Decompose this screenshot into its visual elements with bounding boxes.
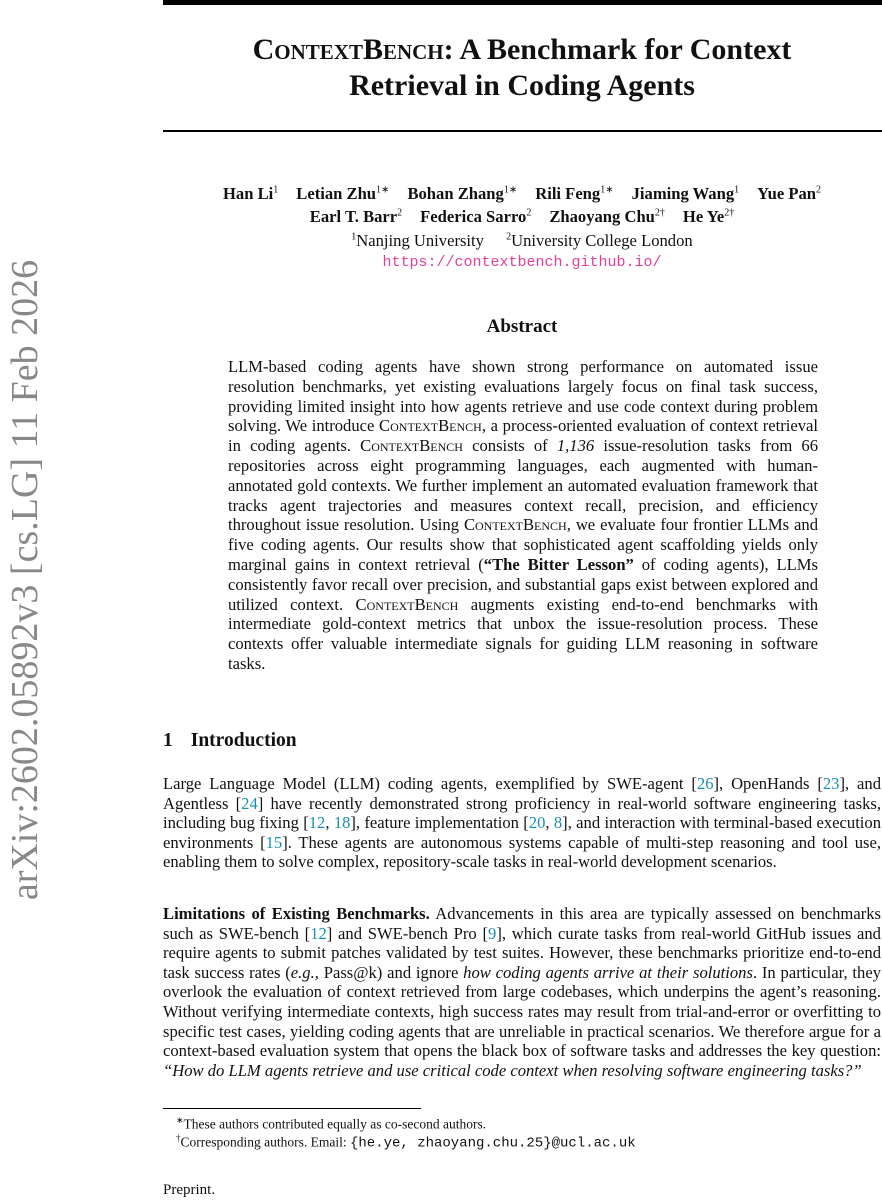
- author-name-text: Federica Sarro: [420, 207, 527, 227]
- author-sup: 1: [273, 184, 279, 195]
- text-span: ], OpenHands [: [713, 774, 823, 793]
- text-span: issue-resolution tasks from 66 repositories across eight programming languages, each augmented with human-annotated gold contexts. We further implement an automated evaluation framework that tracks agent trajectories and measures context recall, precision, and efficiency throughout issue resolution. Using: [228, 436, 818, 535]
- text-span: ], and Agentless [: [163, 774, 881, 813]
- affiliation: Nanjing University: [356, 230, 484, 250]
- author-name: [632, 184, 740, 203]
- arxiv-stamp: arXiv:2602.05892v3 [cs.LG] 11 Feb 2026: [4, 259, 46, 901]
- text-span: ], which curate tasks from real-world GitHub issues and require agents to submit patches validated by test suites. However, these benchmarks prioritize end-to-end task success rates (: [163, 923, 881, 982]
- affil-sup: 1: [351, 231, 357, 243]
- author-name-text: Jiaming Wang: [631, 183, 735, 203]
- citation-link[interactable]: 26: [696, 774, 714, 793]
- author-sup: 2†: [654, 207, 665, 219]
- author-name-text: Letian Zhu: [296, 183, 377, 203]
- text-span: ContextBench: [355, 594, 459, 614]
- footnote-mark: ∗: [176, 1115, 184, 1125]
- text-span: ] and SWE-bench Pro [: [326, 923, 489, 943]
- text-span: , we evaluate four frontier LLMs and five coding agents. Our results show that sophisticated agent scaffolding yields only marginal gains in context retrieval (: [228, 515, 818, 574]
- author-name-text: Zhaoyang Chu: [549, 207, 655, 227]
- citation-link[interactable]: 12: [308, 813, 326, 833]
- author-sup: 1∗: [600, 184, 614, 195]
- affil-sup: 2: [506, 231, 512, 243]
- citation-link[interactable]: 9: [488, 923, 497, 943]
- author-sup: 2: [816, 184, 821, 195]
- text-span: 1,136: [556, 436, 595, 456]
- text-span: . In particular, they overlook the evaluation of context retrieved from large codebases, which underpins the agent’s reasoning. Without verifying intermediate contexts, high success rates may result from trial-and-error or overfitting to specific test cases, yielding coding agents that are unreliable in practical scenarios. We therefore argue for a context-based evaluation system that opens the black box of software tasks and addresses the key question:: [163, 962, 881, 1061]
- text-span: Limitations of Existing Benchmarks.: [163, 904, 430, 923]
- author-name: [407, 184, 517, 203]
- footnote: [176, 1133, 636, 1152]
- author-name-text: Han Li: [223, 183, 274, 203]
- author-sup: 1: [734, 184, 740, 195]
- footnote-text: Corresponding authors. Email:: [180, 1134, 350, 1150]
- author-name-text: Yue Pan: [757, 183, 816, 203]
- author-sup: 2: [526, 207, 532, 219]
- footnote-email: {he.ye, zhaoyang.chu.25}@ucl.ac.uk: [349, 1135, 636, 1152]
- footnote-mark: †: [176, 1133, 181, 1143]
- author-name: [420, 207, 531, 226]
- text-span: ,: [545, 813, 554, 833]
- text-span: ContextBench: [379, 416, 482, 436]
- section-number: 1: [163, 730, 173, 751]
- author-name-text: Bohan Zhang: [407, 183, 504, 203]
- author-block: [163, 180, 881, 273]
- text-span: Large Language Model (LLM) coding agents, exemplified by SWE-agent [: [163, 774, 697, 793]
- author-name-text: Rili Feng: [535, 183, 601, 203]
- author-name: [757, 184, 821, 203]
- text-span: of coding agents), LLMs consistently favor recall over precision, and substantial gaps exist between explored and utilized context.: [228, 554, 818, 614]
- author-sup: 2: [397, 207, 403, 219]
- author-row: [163, 204, 881, 228]
- author-name: [296, 184, 389, 203]
- author-name-text: He Ye: [682, 207, 725, 227]
- paper-title: [163, 32, 881, 104]
- top-rule: [163, 0, 882, 5]
- text-span: ContextBench: [463, 515, 567, 535]
- text-span: “How do LLM agents retrieve and use critical code context when resolving software engineering tasks?”: [163, 1060, 862, 1080]
- author-name: [310, 207, 402, 226]
- affiliations: [163, 227, 881, 251]
- text-span: consists of: [462, 436, 557, 456]
- text-span: ], and interaction with terminal-based execution environments [: [163, 813, 882, 852]
- limitations-paragraph: [163, 904, 881, 1080]
- text-span: e.g.,: [290, 962, 319, 982]
- author-sup: 2†: [724, 207, 735, 219]
- footnote-rule: [163, 1108, 421, 1109]
- title-rule: [163, 130, 882, 132]
- text-span: Advancements in this area are typically assessed on benchmarks such as SWE-bench [: [163, 904, 881, 943]
- text-span: ,: [325, 813, 334, 833]
- text-span: how coding agents arrive at their solutions: [463, 962, 753, 982]
- author-name-text: Earl T. Barr: [309, 207, 398, 227]
- section-heading: [163, 730, 297, 752]
- text-span: , a process-oriented evaluation of context retrieval in coding agents.: [228, 416, 818, 456]
- affiliation: University College London: [511, 230, 693, 250]
- text-span: ContextBench: [360, 436, 463, 456]
- citation-link[interactable]: 15: [265, 832, 283, 852]
- author-sup: 1∗: [503, 184, 518, 195]
- footnote-text: These authors contributed equally as co-second authors.: [183, 1116, 487, 1132]
- citation-link[interactable]: 8: [553, 813, 563, 833]
- abstract-text: [228, 357, 818, 674]
- text-span: ] have recently demonstrated strong proficiency in real-world software engineering tasks, including bug fixing [: [163, 793, 881, 833]
- author-name: [549, 207, 665, 226]
- text-span: ], feature implementation [: [350, 813, 529, 833]
- author-name: [683, 207, 734, 226]
- citation-link[interactable]: 12: [310, 923, 327, 943]
- title-line1: : A Benchmark for Context: [443, 33, 792, 66]
- author-row: [163, 180, 881, 204]
- intro-paragraph: [163, 774, 881, 872]
- text-span: LLM-based coding agents have shown strong performance on automated issue resolution benchmarks, yet existing evaluations largely focus on final task success, providing limited insight into how agents retrieve and use code context during problem solving. We introduce: [228, 357, 818, 436]
- text-span: “The Bitter Lesson”: [483, 554, 634, 574]
- text-span: ]. These agents are autonomous systems capable of multi-step reasoning and tool use, enabling them to solve complex, repository-scale tasks in real-world development scenarios.: [163, 832, 881, 872]
- citation-link[interactable]: 24: [241, 793, 258, 813]
- author-sup: 1∗: [376, 184, 390, 195]
- text-span: augments existing end-to-end benchmarks with intermediate gold-context metrics that unbox the issue-resolution process. These contexts offer valuable intermediate signals for guiding LLM reasoning in software tasks.: [228, 594, 818, 673]
- title-line2: Retrieval in Coding Agents: [349, 69, 695, 102]
- footer-preprint: Preprint.: [163, 1182, 216, 1198]
- abstract-heading: Abstract: [486, 316, 558, 337]
- citation-link[interactable]: 23: [822, 774, 840, 793]
- author-name: [223, 184, 278, 203]
- citation-link[interactable]: 18: [333, 813, 351, 833]
- author-name: [535, 184, 613, 203]
- title-name: ContextBench: [252, 33, 444, 66]
- project-url-link[interactable]: https://contextbench.github.io/: [382, 253, 662, 271]
- citation-link[interactable]: 20: [528, 813, 546, 833]
- footnote: [176, 1115, 486, 1133]
- text-span: Pass@k) and ignore: [318, 962, 464, 982]
- section-title: Introduction: [190, 730, 297, 751]
